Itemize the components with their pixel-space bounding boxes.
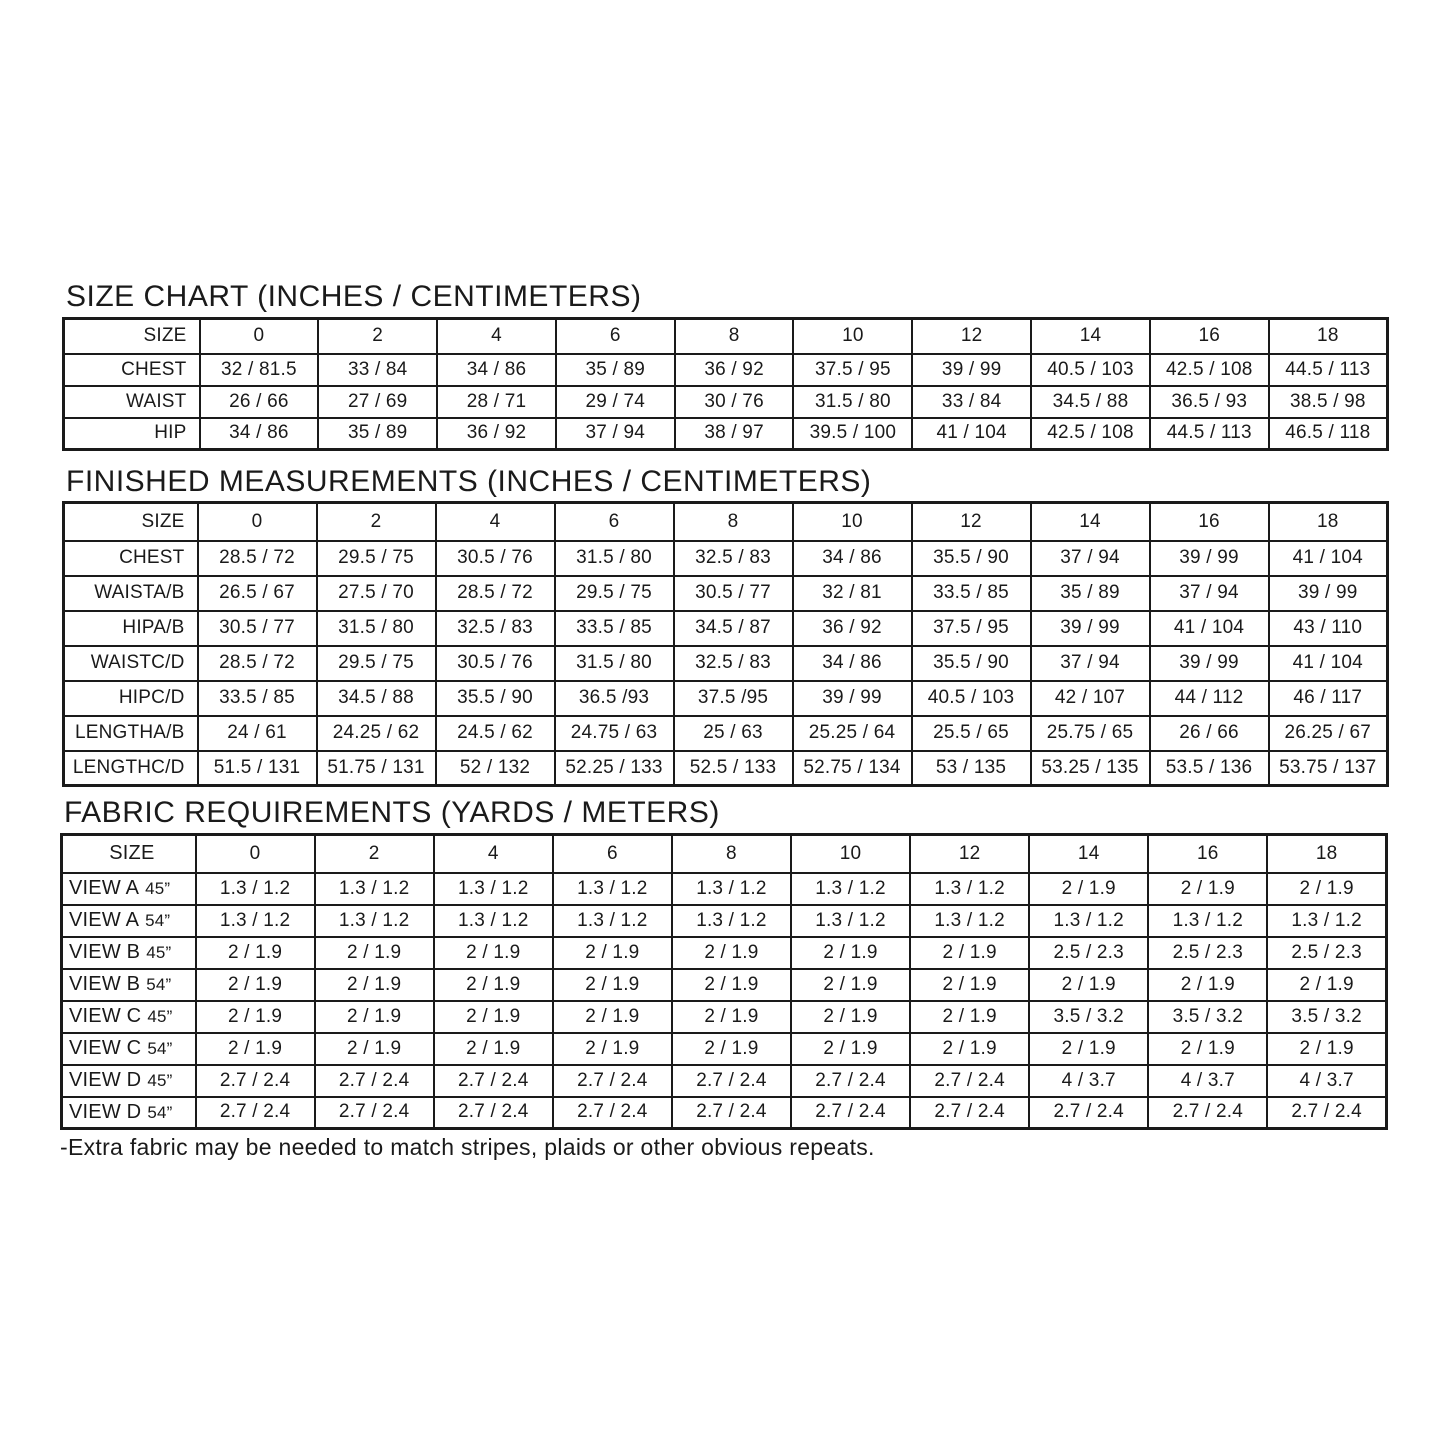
table-cell: 1.3 / 1.2 bbox=[434, 905, 553, 937]
table-row bbox=[64, 576, 1388, 611]
table-cell: 40.5 / 103 bbox=[1031, 354, 1150, 386]
table-cell: 38.5 / 98 bbox=[1269, 386, 1388, 418]
size-header-cell: 10 bbox=[793, 319, 912, 354]
fabric-width-label: 45” bbox=[145, 879, 171, 898]
table-cell: 33.5 / 85 bbox=[198, 681, 317, 716]
table-cell: 41 / 104 bbox=[1269, 646, 1388, 681]
row-label bbox=[62, 969, 196, 1001]
size-header-cell: 12 bbox=[912, 503, 1031, 541]
table-cell: 1.3 / 1.2 bbox=[1148, 905, 1267, 937]
size-header-cell: 10 bbox=[791, 835, 910, 873]
table-cell: 2.7 / 2.4 bbox=[315, 1065, 434, 1097]
row-label: WAISTC/D bbox=[64, 646, 198, 681]
table-cell: 34 / 86 bbox=[200, 418, 319, 450]
table-cell: 28.5 / 72 bbox=[436, 576, 555, 611]
table-cell: 39 / 99 bbox=[912, 354, 1031, 386]
table-cell: 1.3 / 1.2 bbox=[196, 905, 315, 937]
size-header-cell: 16 bbox=[1150, 503, 1269, 541]
table-row bbox=[62, 937, 1387, 969]
table-cell: 32.5 / 83 bbox=[674, 646, 793, 681]
row-label: CHEST bbox=[64, 541, 198, 576]
table-cell: 39.5 / 100 bbox=[793, 418, 912, 450]
table-cell: 2 / 1.9 bbox=[1148, 969, 1267, 1001]
table-cell: 34 / 86 bbox=[437, 354, 556, 386]
table-cell: 1.3 / 1.2 bbox=[196, 873, 315, 905]
row-label bbox=[62, 1097, 196, 1129]
table-row bbox=[64, 716, 1388, 751]
table-cell: 30.5 / 77 bbox=[674, 576, 793, 611]
table-cell: 2 / 1.9 bbox=[791, 969, 910, 1001]
table-cell: 44.5 / 113 bbox=[1269, 354, 1388, 386]
table-cell: 35.5 / 90 bbox=[436, 681, 555, 716]
table-cell: 42.5 / 108 bbox=[1031, 418, 1150, 450]
table-cell: 2.7 / 2.4 bbox=[553, 1065, 672, 1097]
table-cell: 2 / 1.9 bbox=[1029, 873, 1148, 905]
view-label: VIEW B bbox=[69, 973, 141, 995]
fabric-width-label: 54” bbox=[145, 911, 171, 930]
table-cell: 24.75 / 63 bbox=[555, 716, 674, 751]
table-row bbox=[62, 969, 1387, 1001]
table-cell: 32.5 / 83 bbox=[674, 541, 793, 576]
size-header-cell: 14 bbox=[1031, 503, 1150, 541]
table-cell: 31.5 / 80 bbox=[317, 611, 436, 646]
table-cell: 26.25 / 67 bbox=[1269, 716, 1388, 751]
table-cell: 2.7 / 2.4 bbox=[196, 1097, 315, 1129]
fabric-width-label: 45” bbox=[147, 1007, 173, 1026]
table-cell: 37.5 /95 bbox=[674, 681, 793, 716]
table-row bbox=[62, 1001, 1387, 1033]
fabric-requirements-body bbox=[62, 835, 1387, 1129]
table-cell: 2 / 1.9 bbox=[196, 1033, 315, 1065]
table-cell: 32.5 / 83 bbox=[436, 611, 555, 646]
table-cell: 52.75 / 134 bbox=[793, 751, 912, 786]
table-cell: 52.5 / 133 bbox=[674, 751, 793, 786]
table-cell: 2.7 / 2.4 bbox=[672, 1065, 791, 1097]
table-cell: 2 / 1.9 bbox=[1029, 1033, 1148, 1065]
table-cell: 2.7 / 2.4 bbox=[1029, 1097, 1148, 1129]
table-cell: 42 / 107 bbox=[1031, 681, 1150, 716]
table-cell: 24.25 / 62 bbox=[317, 716, 436, 751]
finished-measurements-title: FINISHED MEASUREMENTS (INCHES / CENTIMETERS) bbox=[66, 465, 872, 498]
fabric-width-label: 54” bbox=[146, 975, 172, 994]
table-cell: 38 / 97 bbox=[675, 418, 794, 450]
view-label: VIEW B bbox=[69, 941, 141, 963]
table-cell: 2 / 1.9 bbox=[434, 1033, 553, 1065]
size-header-cell: 16 bbox=[1148, 835, 1267, 873]
size-header-cell: 14 bbox=[1029, 835, 1148, 873]
table-cell: 34.5 / 87 bbox=[674, 611, 793, 646]
size-header-cell: 14 bbox=[1031, 319, 1150, 354]
table-cell: 3.5 / 3.2 bbox=[1148, 1001, 1267, 1033]
size-header-cell: 2 bbox=[315, 835, 434, 873]
table-cell: 2.7 / 2.4 bbox=[1148, 1097, 1267, 1129]
row-label: WAISTA/B bbox=[64, 576, 198, 611]
row-label bbox=[62, 1001, 196, 1033]
table-cell: 53 / 135 bbox=[912, 751, 1031, 786]
table-cell: 37 / 94 bbox=[1150, 576, 1269, 611]
table-cell: 53.25 / 135 bbox=[1031, 751, 1150, 786]
table-cell: 25.25 / 64 bbox=[793, 716, 912, 751]
table-cell: 4 / 3.7 bbox=[1148, 1065, 1267, 1097]
table-row bbox=[62, 1033, 1387, 1065]
fabric-width-label: 45” bbox=[147, 1071, 173, 1090]
table-cell: 2 / 1.9 bbox=[315, 1001, 434, 1033]
row-label: CHEST bbox=[64, 354, 200, 386]
table-cell: 1.3 / 1.2 bbox=[791, 905, 910, 937]
table-cell: 2 / 1.9 bbox=[791, 937, 910, 969]
view-label: VIEW D bbox=[69, 1100, 142, 1123]
table-row bbox=[64, 646, 1388, 681]
row-label: HIPC/D bbox=[64, 681, 198, 716]
table-cell: 51.5 / 131 bbox=[198, 751, 317, 786]
table-cell: 2.5 / 2.3 bbox=[1267, 937, 1386, 969]
table-cell: 2.7 / 2.4 bbox=[315, 1097, 434, 1129]
table-cell: 26.5 / 67 bbox=[198, 576, 317, 611]
size-chart-title: SIZE CHART (INCHES / CENTIMETERS) bbox=[66, 280, 642, 313]
fabric-width-label: 45” bbox=[146, 943, 172, 962]
size-header-cell: 2 bbox=[318, 319, 437, 354]
fabric-width-label: 54” bbox=[147, 1039, 173, 1058]
table-cell: 33.5 / 85 bbox=[912, 576, 1031, 611]
table-cell: 24.5 / 62 bbox=[436, 716, 555, 751]
table-cell: 35 / 89 bbox=[1031, 576, 1150, 611]
header-row bbox=[64, 503, 1388, 541]
table-cell: 37.5 / 95 bbox=[793, 354, 912, 386]
table-cell: 2 / 1.9 bbox=[1267, 1033, 1386, 1065]
table-cell: 41 / 104 bbox=[1150, 611, 1269, 646]
table-cell: 32 / 81.5 bbox=[200, 354, 319, 386]
size-header-cell: 16 bbox=[1150, 319, 1269, 354]
table-row bbox=[64, 611, 1388, 646]
table-cell: 27.5 / 70 bbox=[317, 576, 436, 611]
row-label bbox=[62, 873, 196, 905]
table-cell: 2 / 1.9 bbox=[434, 937, 553, 969]
table-cell: 2 / 1.9 bbox=[196, 937, 315, 969]
size-header-cell: 18 bbox=[1269, 319, 1388, 354]
table-cell: 41 / 104 bbox=[912, 418, 1031, 450]
table-cell: 34 / 86 bbox=[793, 646, 912, 681]
size-header-cell: 18 bbox=[1269, 503, 1388, 541]
size-header-cell: 2 bbox=[317, 503, 436, 541]
size-header-cell: 6 bbox=[556, 319, 675, 354]
table-cell: 37 / 94 bbox=[1031, 646, 1150, 681]
table-cell: 32 / 81 bbox=[793, 576, 912, 611]
table-cell: 30.5 / 76 bbox=[436, 646, 555, 681]
table-cell: 2 / 1.9 bbox=[315, 937, 434, 969]
table-row bbox=[64, 751, 1388, 786]
table-cell: 2.7 / 2.4 bbox=[553, 1097, 672, 1129]
view-label: VIEW C bbox=[69, 1037, 142, 1059]
table-cell: 35 / 89 bbox=[556, 354, 675, 386]
table-row bbox=[62, 905, 1387, 937]
size-chart-body bbox=[64, 319, 1388, 450]
table-cell: 2.7 / 2.4 bbox=[910, 1065, 1029, 1097]
table-cell: 36.5 /93 bbox=[555, 681, 674, 716]
table-cell: 53.5 / 136 bbox=[1150, 751, 1269, 786]
size-chart-table bbox=[62, 317, 1389, 451]
table-cell: 39 / 99 bbox=[1150, 541, 1269, 576]
table-cell: 34 / 86 bbox=[793, 541, 912, 576]
table-cell: 2 / 1.9 bbox=[1148, 1033, 1267, 1065]
table-cell: 39 / 99 bbox=[793, 681, 912, 716]
table-cell: 2 / 1.9 bbox=[553, 1001, 672, 1033]
table-cell: 29 / 74 bbox=[556, 386, 675, 418]
table-cell: 35.5 / 90 bbox=[912, 646, 1031, 681]
table-cell: 36 / 92 bbox=[793, 611, 912, 646]
table-cell: 34.5 / 88 bbox=[1031, 386, 1150, 418]
table-cell: 26 / 66 bbox=[200, 386, 319, 418]
row-label: HIP bbox=[64, 418, 200, 450]
row-label bbox=[62, 1065, 196, 1097]
table-cell: 2 / 1.9 bbox=[672, 937, 791, 969]
table-cell: 1.3 / 1.2 bbox=[791, 873, 910, 905]
size-header-cell: 6 bbox=[553, 835, 672, 873]
table-cell: 2 / 1.9 bbox=[1267, 969, 1386, 1001]
table-cell: 33 / 84 bbox=[912, 386, 1031, 418]
fabric-note: -Extra fabric may be needed to match stripes, plaids or other obvious repeats. bbox=[60, 1134, 875, 1160]
table-cell: 28.5 / 72 bbox=[198, 541, 317, 576]
view-label: VIEW D bbox=[69, 1069, 142, 1091]
table-row bbox=[64, 354, 1388, 386]
row-label: LENGTHA/B bbox=[64, 716, 198, 751]
size-header-cell: 0 bbox=[200, 319, 319, 354]
table-cell: 1.3 / 1.2 bbox=[1267, 905, 1386, 937]
table-cell: 28 / 71 bbox=[437, 386, 556, 418]
table-cell: 26 / 66 bbox=[1150, 716, 1269, 751]
row-label: WAIST bbox=[64, 386, 200, 418]
table-cell: 30.5 / 77 bbox=[198, 611, 317, 646]
table-cell: 29.5 / 75 bbox=[317, 541, 436, 576]
table-row bbox=[62, 1097, 1387, 1129]
table-cell: 1.3 / 1.2 bbox=[672, 873, 791, 905]
table-cell: 39 / 99 bbox=[1269, 576, 1388, 611]
finished-measurements-body bbox=[64, 503, 1388, 786]
table-cell: 2 / 1.9 bbox=[791, 1033, 910, 1065]
table-cell: 2.7 / 2.4 bbox=[791, 1097, 910, 1129]
table-cell: 1.3 / 1.2 bbox=[315, 873, 434, 905]
table-cell: 53.75 / 137 bbox=[1269, 751, 1388, 786]
table-cell: 28.5 / 72 bbox=[198, 646, 317, 681]
table-cell: 27 / 69 bbox=[318, 386, 437, 418]
size-header-cell: 8 bbox=[672, 835, 791, 873]
table-cell: 2.7 / 2.4 bbox=[791, 1065, 910, 1097]
table-cell: 31.5 / 80 bbox=[555, 541, 674, 576]
size-header-label: SIZE bbox=[62, 835, 196, 873]
table-cell: 2 / 1.9 bbox=[1267, 873, 1386, 905]
table-cell: 33.5 / 85 bbox=[555, 611, 674, 646]
table-cell: 37 / 94 bbox=[556, 418, 675, 450]
table-row bbox=[62, 873, 1387, 905]
table-row bbox=[64, 418, 1388, 450]
size-header-cell: 0 bbox=[196, 835, 315, 873]
table-cell: 2.7 / 2.4 bbox=[1267, 1097, 1386, 1129]
table-cell: 39 / 99 bbox=[1031, 611, 1150, 646]
table-cell: 31.5 / 80 bbox=[555, 646, 674, 681]
table-cell: 2 / 1.9 bbox=[553, 969, 672, 1001]
table-cell: 4 / 3.7 bbox=[1267, 1065, 1386, 1097]
table-cell: 37.5 / 95 bbox=[912, 611, 1031, 646]
table-cell: 25.5 / 65 bbox=[912, 716, 1031, 751]
table-cell: 40.5 / 103 bbox=[912, 681, 1031, 716]
table-cell: 4 / 3.7 bbox=[1029, 1065, 1148, 1097]
table-cell: 34.5 / 88 bbox=[317, 681, 436, 716]
table-cell: 2 / 1.9 bbox=[910, 937, 1029, 969]
table-cell: 39 / 99 bbox=[1150, 646, 1269, 681]
table-cell: 1.3 / 1.2 bbox=[553, 873, 672, 905]
finished-measurements-table bbox=[62, 501, 1389, 787]
table-cell: 2 / 1.9 bbox=[434, 969, 553, 1001]
table-cell: 2 / 1.9 bbox=[553, 1033, 672, 1065]
table-cell: 43 / 110 bbox=[1269, 611, 1388, 646]
table-cell: 1.3 / 1.2 bbox=[553, 905, 672, 937]
table-cell: 36 / 92 bbox=[437, 418, 556, 450]
table-cell: 31.5 / 80 bbox=[793, 386, 912, 418]
table-cell: 2.7 / 2.4 bbox=[910, 1097, 1029, 1129]
table-row bbox=[64, 681, 1388, 716]
table-cell: 2.7 / 2.4 bbox=[196, 1065, 315, 1097]
row-label bbox=[62, 905, 196, 937]
table-cell: 2 / 1.9 bbox=[1029, 969, 1148, 1001]
table-cell: 30 / 76 bbox=[675, 386, 794, 418]
table-cell: 2 / 1.9 bbox=[553, 937, 672, 969]
table-cell: 1.3 / 1.2 bbox=[315, 905, 434, 937]
table-cell: 2.5 / 2.3 bbox=[1148, 937, 1267, 969]
size-header-cell: 0 bbox=[198, 503, 317, 541]
table-cell: 2 / 1.9 bbox=[434, 1001, 553, 1033]
table-cell: 25.75 / 65 bbox=[1031, 716, 1150, 751]
table-cell: 2 / 1.9 bbox=[672, 1033, 791, 1065]
table-cell: 52.25 / 133 bbox=[555, 751, 674, 786]
size-header-cell: 18 bbox=[1267, 835, 1386, 873]
row-label bbox=[62, 1033, 196, 1065]
table-cell: 41 / 104 bbox=[1269, 541, 1388, 576]
table-cell: 1.3 / 1.2 bbox=[1029, 905, 1148, 937]
table-cell: 2.7 / 2.4 bbox=[434, 1065, 553, 1097]
table-cell: 29.5 / 75 bbox=[555, 576, 674, 611]
view-label: VIEW A bbox=[69, 909, 140, 931]
table-cell: 35.5 / 90 bbox=[912, 541, 1031, 576]
size-header-cell: 6 bbox=[555, 503, 674, 541]
size-header-cell: 4 bbox=[434, 835, 553, 873]
table-cell: 2 / 1.9 bbox=[672, 1001, 791, 1033]
table-cell: 2 / 1.9 bbox=[791, 1001, 910, 1033]
table-cell: 2 / 1.9 bbox=[672, 969, 791, 1001]
view-label: VIEW A bbox=[69, 877, 140, 899]
table-row bbox=[64, 386, 1388, 418]
header-row bbox=[62, 835, 1387, 873]
table-cell: 44 / 112 bbox=[1150, 681, 1269, 716]
size-header-cell: 12 bbox=[910, 835, 1029, 873]
table-cell: 1.3 / 1.2 bbox=[672, 905, 791, 937]
table-cell: 2.7 / 2.4 bbox=[434, 1097, 553, 1129]
table-row bbox=[64, 541, 1388, 576]
table-cell: 25 / 63 bbox=[674, 716, 793, 751]
size-header-label: SIZE bbox=[64, 319, 200, 354]
table-cell: 3.5 / 3.2 bbox=[1029, 1001, 1148, 1033]
table-cell: 2 / 1.9 bbox=[1148, 873, 1267, 905]
table-cell: 29.5 / 75 bbox=[317, 646, 436, 681]
size-header-cell: 8 bbox=[674, 503, 793, 541]
table-row bbox=[62, 1065, 1387, 1097]
size-header-cell: 10 bbox=[793, 503, 912, 541]
size-header-cell: 4 bbox=[436, 503, 555, 541]
table-cell: 24 / 61 bbox=[198, 716, 317, 751]
fabric-requirements-table bbox=[60, 833, 1388, 1130]
fabric-width-label: 54” bbox=[147, 1102, 173, 1122]
size-header-cell: 4 bbox=[437, 319, 556, 354]
table-cell: 51.75 / 131 bbox=[317, 751, 436, 786]
table-cell: 2.5 / 2.3 bbox=[1029, 937, 1148, 969]
size-header-label: SIZE bbox=[64, 503, 198, 541]
table-cell: 35 / 89 bbox=[318, 418, 437, 450]
row-label bbox=[62, 937, 196, 969]
table-cell: 44.5 / 113 bbox=[1150, 418, 1269, 450]
table-cell: 2 / 1.9 bbox=[315, 969, 434, 1001]
table-cell: 52 / 132 bbox=[436, 751, 555, 786]
table-cell: 3.5 / 3.2 bbox=[1267, 1001, 1386, 1033]
table-cell: 2 / 1.9 bbox=[910, 1033, 1029, 1065]
table-cell: 1.3 / 1.2 bbox=[910, 905, 1029, 937]
table-cell: 46.5 / 118 bbox=[1269, 418, 1388, 450]
row-label: LENGTHC/D bbox=[64, 751, 198, 786]
table-cell: 1.3 / 1.2 bbox=[910, 873, 1029, 905]
header-row bbox=[64, 319, 1388, 354]
table-cell: 2 / 1.9 bbox=[196, 969, 315, 1001]
table-cell: 2 / 1.9 bbox=[196, 1001, 315, 1033]
table-cell: 37 / 94 bbox=[1031, 541, 1150, 576]
row-label: HIPA/B bbox=[64, 611, 198, 646]
table-cell: 30.5 / 76 bbox=[436, 541, 555, 576]
table-cell: 2 / 1.9 bbox=[315, 1033, 434, 1065]
table-cell: 36.5 / 93 bbox=[1150, 386, 1269, 418]
table-cell: 36 / 92 bbox=[675, 354, 794, 386]
table-cell: 1.3 / 1.2 bbox=[434, 873, 553, 905]
table-cell: 2.7 / 2.4 bbox=[672, 1097, 791, 1129]
fabric-requirements-title: FABRIC REQUIREMENTS (YARDS / METERS) bbox=[64, 796, 720, 829]
table-cell: 33 / 84 bbox=[318, 354, 437, 386]
table-cell: 2 / 1.9 bbox=[910, 1001, 1029, 1033]
size-header-cell: 12 bbox=[912, 319, 1031, 354]
table-cell: 2 / 1.9 bbox=[910, 969, 1029, 1001]
view-label: VIEW C bbox=[69, 1005, 142, 1027]
table-cell: 46 / 117 bbox=[1269, 681, 1388, 716]
table-cell: 42.5 / 108 bbox=[1150, 354, 1269, 386]
size-header-cell: 8 bbox=[675, 319, 794, 354]
